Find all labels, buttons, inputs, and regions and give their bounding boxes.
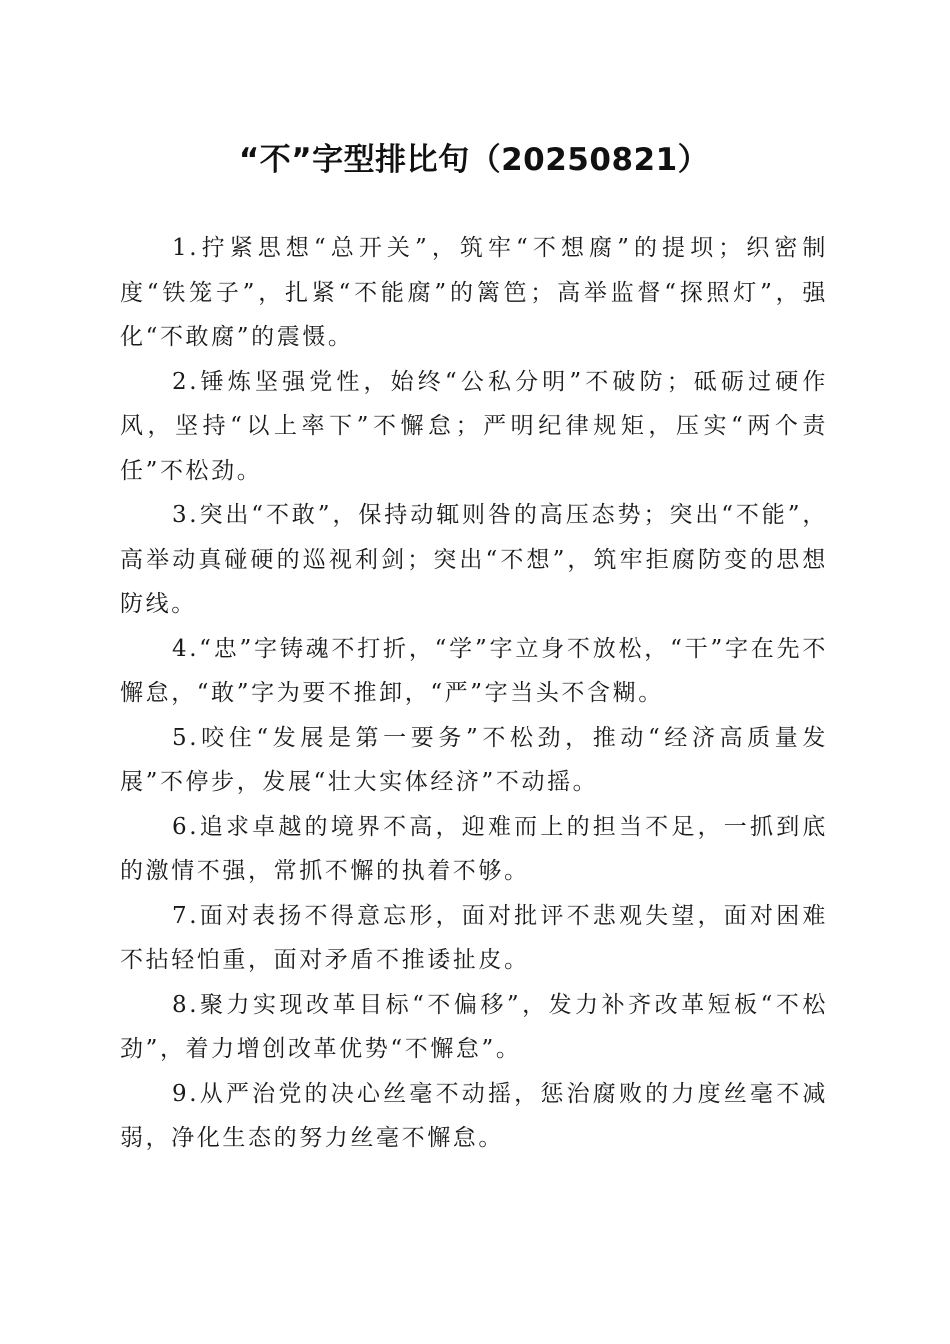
paragraph-9: 9.从严治党的决心丝毫不动摇，惩治腐败的力度丝毫不减弱，净化生态的努力丝毫不懈怠。 xyxy=(120,1080,828,1151)
paragraph-5: 5.咬住“发展是第一要务”不松劲，推动“经济高质量发展”不停步，发展“壮大实体经济”不动摇。 xyxy=(120,724,828,795)
paragraph-3: 3.突出“不敢”，保持动辄则咎的高压态势；突出“不能”，高举动真碰硬的巡视利剑；突出“不想”，筑牢拒腐防变的思想防线。 xyxy=(120,502,828,617)
paragraph-1: 1.拧紧思想“总开关”，筑牢“不想腐”的提坝；织密制度“铁笼子”，扎紧“不能腐”的篱笆；高举监督“探照灯”，强化“不敢腐”的震慑。 xyxy=(120,235,828,350)
paragraph-2: 2.锤炼坚强党性，始终“公私分明”不破防；砥砺过硬作风，坚持“以上率下”不懈怠；严明纪律规矩，压实“两个责任”不松劲。 xyxy=(120,368,828,484)
document-body xyxy=(120,226,828,1161)
paragraph-7: 7.面对表扬不得意忘形，面对批评不悲观失望，面对困难不拈轻怕重，面对矛盾不推诿扯皮。 xyxy=(120,902,828,973)
document-title: “不”字型排比句（20250821） xyxy=(238,142,710,178)
paragraph-8: 8.聚力实现改革目标“不偏移”，发力补齐改革短板“不松劲”，着力增创改革优势“不懈怠”。 xyxy=(120,991,828,1062)
paragraph-4: 4.“忠”字铸魂不打折，“学”字立身不放松，“干”字在先不懈怠，“敢”字为要不推卸，“严”字当头不含糊。 xyxy=(120,635,828,706)
paragraph-6: 6.追求卓越的境界不高，迎难而上的担当不足，一抓到底的激情不强，常抓不懈的执着不够。 xyxy=(120,813,828,884)
